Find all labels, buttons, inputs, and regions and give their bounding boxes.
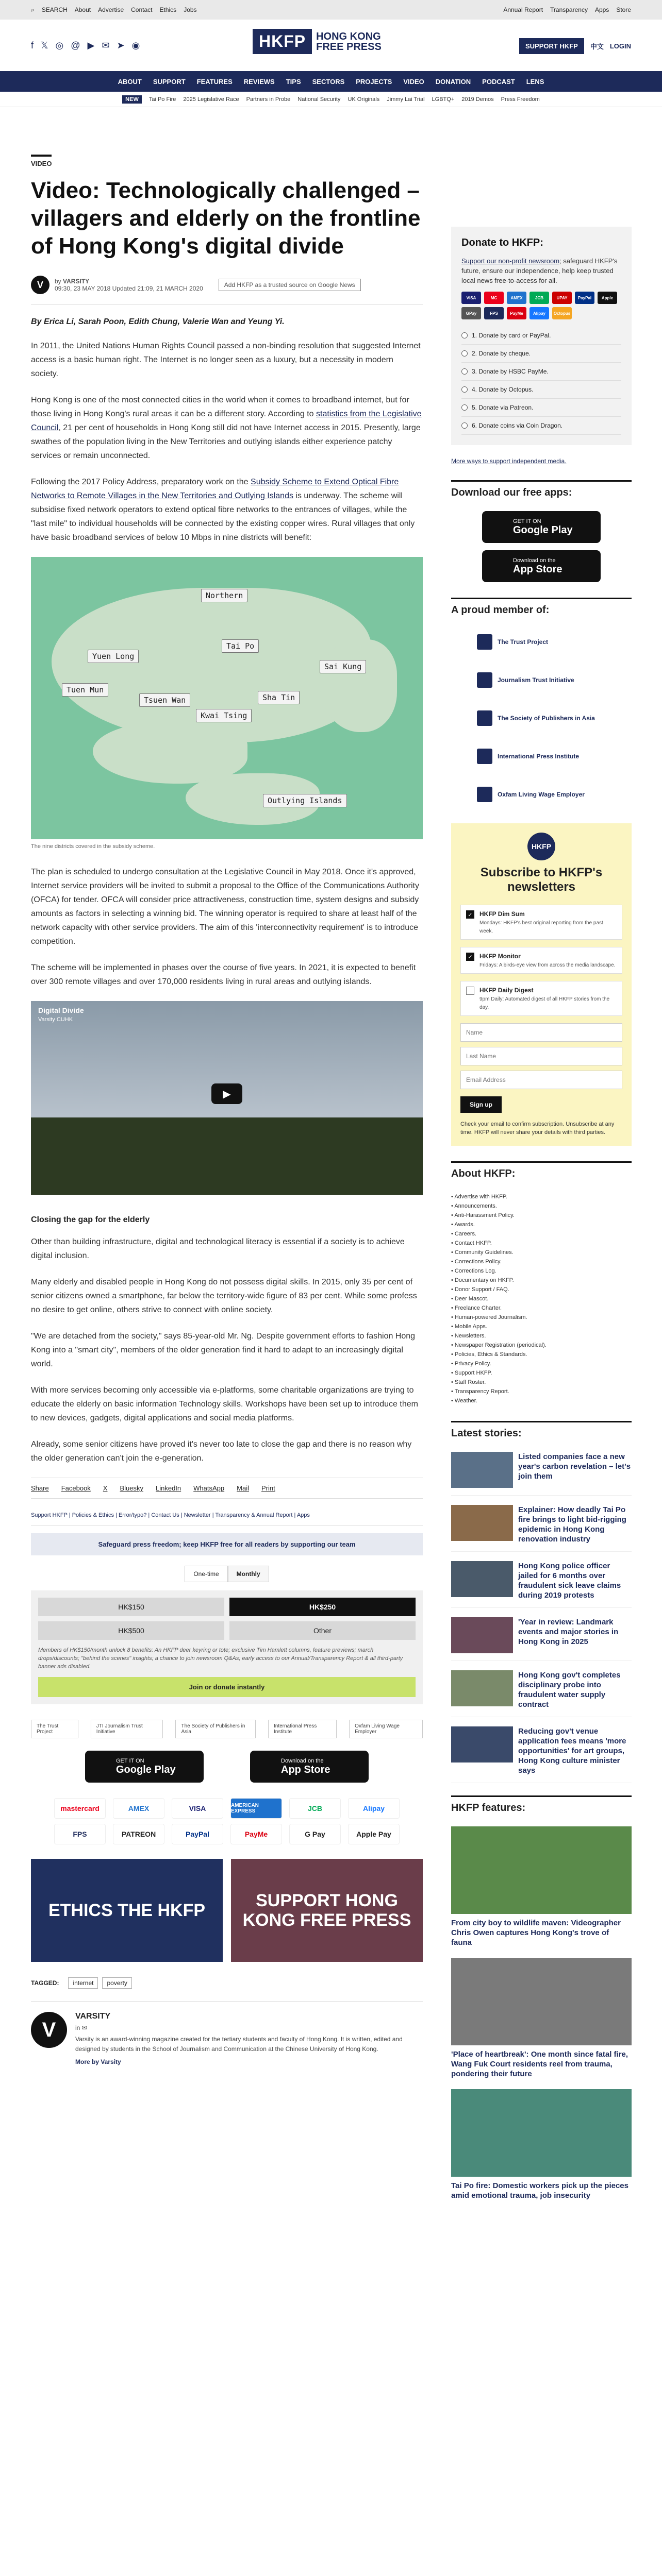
trending-item[interactable]: 2025 Legislative Race <box>183 96 239 103</box>
donate-option[interactable]: 3. Donate by HSBC PayMe. <box>461 363 621 381</box>
amount-option[interactable]: HK$500 <box>38 1621 224 1640</box>
support-hkfp-button[interactable]: SUPPORT HKFP <box>519 38 584 54</box>
share-button[interactable]: Share <box>31 1484 49 1492</box>
donation-note: Members of HK$150/month unlock 8 benefits: An HKFP deer keyring or tote; exclusive Tim Hamlett columns, feature previews; march drops/discounts; "behind the scenes" insights; a chance to join newsroom Q&As; early access to our Annual/Transparency Report & all third-party banner ads disabled. <box>38 1647 403 1670</box>
story-thumbnail <box>451 1617 513 1653</box>
map-label: Sha Tin <box>258 691 300 704</box>
trending-item[interactable]: 2019 Demos <box>461 96 494 103</box>
author-box <box>31 2001 423 2067</box>
story-item[interactable]: 'Year in review: Landmark events and major stories in Hong Kong in 2025 <box>451 1617 632 1661</box>
play-icon[interactable]: ▶ <box>211 1083 242 1104</box>
newsletter-option[interactable]: HKFP Daily Digest 9pm Daily: Automated digest of all HKFP stories from the day. <box>460 981 622 1016</box>
donate-heading: Donate to HKFP: <box>461 237 543 248</box>
author-name[interactable]: VARSITY <box>75 2012 111 2021</box>
share-facebook[interactable]: Facebook <box>61 1484 91 1492</box>
about-link[interactable]: • Mobile Apps. <box>451 1322 632 1331</box>
member-logo[interactable]: The Society of Publishers in Asia <box>175 1720 256 1738</box>
share-x[interactable]: X <box>103 1484 108 1492</box>
share-bluesky[interactable]: Bluesky <box>120 1484 143 1492</box>
login-link[interactable]: LOGIN <box>609 42 631 50</box>
apps-heading: Download our free apps: <box>451 480 632 504</box>
share-print[interactable]: Print <box>261 1484 275 1492</box>
language-switch[interactable]: 中文 <box>590 43 604 50</box>
author-avatar[interactable]: V <box>31 2012 67 2048</box>
amount-option[interactable]: HK$250 <box>229 1598 416 1616</box>
subsidy-scheme-link[interactable]: Subsidy Scheme to Extend Optical Fibre Networks to Remote Villages in the New Territories and Outlying Islands <box>31 478 399 500</box>
article-authors: By Erica Li, Sarah Poon, Edith Chung, Valerie Wan and Yeung Yi. <box>31 317 285 326</box>
topbar-link-contact[interactable]: Contact <box>131 6 153 13</box>
about-link[interactable]: • Advertise with HKFP. <box>451 1192 632 1201</box>
about-link[interactable]: • Staff Roster. <box>451 1378 632 1387</box>
amount-option[interactable]: HK$150 <box>38 1598 224 1616</box>
legco-statistics-link[interactable]: statistics from the Legislative Council <box>31 410 422 432</box>
about-link[interactable]: • Donor Support / FAQ. <box>451 1285 632 1294</box>
topbar-link-annual-report[interactable]: Annual Report <box>503 6 543 13</box>
story-item[interactable]: Reducing gov't venue application fees means 'more opportunities' for art groups, Hong Kong culture minister says <box>451 1726 632 1783</box>
share-linkedin[interactable]: LinkedIn <box>156 1484 181 1492</box>
story-item[interactable]: Hong Kong gov't completes disciplinary probe into fraudulent water supply contract <box>451 1670 632 1717</box>
google-pay-icon: GPay <box>461 307 481 319</box>
author-avatar[interactable]: V <box>31 276 49 294</box>
donate-option[interactable]: 6. Donate coins via Coin Dragon. <box>461 417 621 435</box>
author-bio: Varsity is an award-winning magazine created for the tertiary students and faculty of Hong Kong. It is written, edited and designed by students in the School of Journalism and Communication at the Chinese University of Hong Kong. <box>75 2036 403 2053</box>
newsletter-option[interactable]: ✓ HKFP Dim Sum Mondays: HKFP's best original reporting from the past week. <box>460 905 622 940</box>
story-thumbnail <box>451 1670 513 1706</box>
fps-icon: FPS <box>484 307 504 319</box>
topbar-link-advertise[interactable]: Advertise <box>98 6 124 13</box>
paragraph: The plan is scheduled to undergo consultation at the Legislative Council in May 2018. Once it's approved, Internet service providers will be invited to submit a proposal to the Office of the Communications Authority (OFCA) for tender. OFCA will consider price attractiveness, construction time, system designs and subsidy amounts as factors in selecting a winning bid. The winning operator is required to share at least half of the network capacity with other service providers. The aim of this 'interconnectivity requirement' is to introduce competition. <box>31 868 419 946</box>
trending-item[interactable]: National Security <box>297 96 341 103</box>
tag[interactable]: internet <box>68 1977 98 1989</box>
signup-button[interactable]: Sign up <box>460 1096 502 1113</box>
payment-card-icons <box>461 292 621 319</box>
alipay-icon: Alipay <box>348 1798 400 1819</box>
telegram-icon[interactable]: ➤ <box>117 40 125 50</box>
map-label: Kwai Tsing <box>196 709 252 722</box>
nav-projects[interactable]: PROJECTS <box>356 77 392 86</box>
about-link[interactable]: • Weather. <box>451 1396 632 1405</box>
sidebar <box>451 227 632 2211</box>
share-mail[interactable]: Mail <box>237 1484 249 1492</box>
map-label: Sai Kung <box>320 660 366 673</box>
email-field[interactable] <box>460 1071 622 1089</box>
threads-icon[interactable]: @ <box>71 40 80 50</box>
feature-item[interactable]: 'Place of heartbreak': One month since fatal fire, Wang Fuk Court residents reel from trauma, pondering their future <box>451 1958 632 2079</box>
byline: V by VARSITY 09:30, 23 MAY 2018 Updated 21:09, 21 MARCH 2020 Add HKFP as a trusted source on Google News <box>31 276 423 305</box>
topbar-link-store[interactable]: Store <box>616 6 631 13</box>
apple-pay-icon: Apple <box>598 292 617 304</box>
map-label: Tsuen Wan <box>139 693 190 707</box>
mastercard-icon: MC <box>484 292 504 304</box>
alipay-icon: Alipay <box>529 307 549 319</box>
about-link[interactable]: • Newspaper Registration (periodical). <box>451 1341 632 1350</box>
map-label: Yuen Long <box>88 650 139 663</box>
one-time-option[interactable]: One-time <box>185 1566 227 1582</box>
paypal-icon: PayPal <box>575 292 594 304</box>
sidebar-app-buttons <box>451 511 632 582</box>
safeguard-banner[interactable]: Safeguard press freedom; keep HKFP free for all readers by supporting our team <box>31 1533 423 1555</box>
topbar-link-jobs[interactable]: Jobs <box>184 6 197 13</box>
districts-map <box>31 557 423 839</box>
donation-frequency-toggle <box>31 1566 423 1582</box>
story-thumbnail <box>451 1452 513 1488</box>
about-link[interactable]: • Announcements. <box>451 1201 632 1211</box>
newsletter-heading: Subscribe to HKFP's newsletters <box>480 866 603 894</box>
instagram-icon[interactable]: ◎ <box>55 40 64 50</box>
amex-icon: AMEX <box>507 292 526 304</box>
support-link[interactable]: Support our non-profit newsroom <box>461 257 560 265</box>
donation-box <box>31 1590 423 1704</box>
monthly-option[interactable]: Monthly <box>228 1566 269 1582</box>
story-item[interactable]: Listed companies face a new year's carbon revelation – let's join them <box>451 1452 632 1496</box>
trending-item[interactable]: Press Freedom <box>501 96 540 103</box>
about-link[interactable]: • Community Guidelines. <box>451 1248 632 1257</box>
paragraph: The scheme will be implemented in phases over the course of five years. In 2021, it is expected to benefit over 300 remote villages and over 170,000 residents living in rural areas and outlying islands. <box>31 963 416 986</box>
section-subheading: Closing the gap for the elderly <box>31 1215 150 1224</box>
nav-tips[interactable]: TIPS <box>286 77 301 86</box>
article <box>31 155 423 2067</box>
video-player[interactable]: Digital Divide Varsity CUHK ▶ <box>31 1001 423 1195</box>
nav-donation[interactable]: DONATION <box>435 77 471 86</box>
story-thumbnail <box>451 1726 513 1762</box>
nav-lens[interactable]: LENS <box>526 77 544 86</box>
member-logo[interactable]: International Press Institute <box>451 743 632 770</box>
features-heading: HKFP features: <box>451 1795 632 1819</box>
member-heading: A proud member of: <box>451 598 632 621</box>
article-footer-links[interactable]: Support HKFP | Policies & Ethics | Error/typo? | Contact Us | Newsletter | Transparency & Annual Report | Apps <box>31 1509 423 1526</box>
donate-button[interactable]: Join or donate instantly <box>38 1677 416 1697</box>
about-link[interactable]: • Newsletters. <box>451 1331 632 1341</box>
map-label: Outlying Islands <box>263 794 347 807</box>
feature-stories <box>451 1826 632 2200</box>
topbar-link-about[interactable]: About <box>74 6 91 13</box>
mastercard-icon: mastercard <box>54 1798 106 1819</box>
feature-item[interactable]: From city boy to wildlife maven: Videographer Chris Owen captures Hong Kong's trove of fauna <box>451 1826 632 1947</box>
checkbox-checked-icon: ✓ <box>466 910 474 919</box>
feature-thumbnail <box>451 2089 632 2177</box>
member-logo[interactable]: The Trust Project <box>451 629 632 655</box>
about-link[interactable]: • Corrections Policy. <box>451 1257 632 1266</box>
paragraph: With more services becoming only accessible via e-platforms, some charitable organizations are trying to educate the elderly on basic information Technology skills. Workshops have been set up to introduce them to new devices, gadgets, digital applications and social media platforms. <box>31 1386 418 1422</box>
paragraph: Following the 2017 Policy Address, preparatory work on the Subsidy Scheme to Extend Optical Fibre Networks to Remote Villages in the New Territories and Outlying Islands is underway. The scheme will subsidise fixed network operators to extend optical fibre networks to the entrances of villages, while the "last mile" to individual households will be connected by the existing copper wires. Rural villages that only have basic broadband services of below 10 Mbps in nine districts will benefit: <box>31 478 415 542</box>
app-store-buttons <box>31 1751 423 1783</box>
newsletter-footnote: Check your email to confirm subscription. Unsubscribe at any time. HKFP will never share your details with third parties. <box>460 1121 615 1136</box>
feature-thumbnail <box>451 1826 632 1914</box>
about-link[interactable]: • Deer Mascot. <box>451 1294 632 1303</box>
trending-item[interactable]: Tai Po Fire <box>148 96 176 103</box>
member-logo[interactable]: The Society of Publishers in Asia <box>451 705 632 732</box>
map-label: Tai Po <box>222 639 259 653</box>
about-link[interactable]: • Human-powered Journalism. <box>451 1313 632 1322</box>
about-link[interactable]: • Careers. <box>451 1229 632 1239</box>
paragraph: Already, some senior citizens have proved it's never too late to close the gap and there is no reason why the older generation can't join the e-generation. <box>31 1440 412 1463</box>
about-link[interactable]: • Anti-Harassment Policy. <box>451 1211 632 1220</box>
latest-stories <box>451 1452 632 1783</box>
trending-bar <box>0 92 662 107</box>
first-name-field[interactable] <box>460 1023 622 1042</box>
author-social-icons[interactable]: in ✉ <box>75 2024 87 2031</box>
nav-sectors[interactable]: SECTORS <box>312 77 345 86</box>
payme-icon: PayMe <box>507 307 526 319</box>
visa-icon: VISA <box>172 1798 223 1819</box>
search-link[interactable]: SEARCH <box>41 6 68 13</box>
more-by-link[interactable]: More by Varsity <box>75 2058 121 2065</box>
nav-reviews[interactable]: REVIEWS <box>243 77 275 86</box>
trending-item[interactable]: Jimmy Lai Trial <box>387 96 425 103</box>
nav-podcast[interactable]: PODCAST <box>482 77 515 86</box>
share-whatsapp[interactable]: WhatsApp <box>193 1484 225 1492</box>
donate-options <box>461 327 621 435</box>
hkfp-logo: HKFP <box>527 833 555 860</box>
donate-option[interactable]: 4. Donate by Octopus. <box>461 381 621 399</box>
paragraph: Hong Kong is one of the most connected cities in the world when it comes to broadband internet, but for those living in Hong Kong's rural areas it can be a different story. According to statistics from the Legislative Council, 21 per cent of households in Hong Kong still did not have Internet access in 2015. Presently, large swathes of the population living in the New Territories and outlying islands either experience patchy services or remain unconnected. <box>31 396 422 460</box>
paypal-icon: PayPal <box>172 1824 223 1844</box>
map-caption: The nine districts covered in the subsidy scheme. <box>31 843 155 850</box>
mail-icon[interactable]: ✉ <box>102 40 110 50</box>
article-title: Video: Technologically challenged – villagers and elderly on the frontline of Hong Kong's digital divide <box>31 178 421 259</box>
american-express-icon: AMERICAN EXPRESS <box>230 1798 282 1819</box>
checkbox-checked-icon: ✓ <box>466 953 474 961</box>
trending-item[interactable]: UK Originals <box>347 96 380 103</box>
publish-dates: 09:30, 23 MAY 2018 Updated 21:09, 21 MARCH 2020 <box>55 285 203 292</box>
author-name[interactable]: VARSITY <box>63 278 90 285</box>
donate-option[interactable]: 5. Donate via Patreon. <box>461 399 621 417</box>
member-logo[interactable]: Journalism Trust Initiative <box>451 667 632 693</box>
latest-heading: Latest stories: <box>451 1421 632 1445</box>
about-link[interactable]: • Contact HKFP. <box>451 1239 632 1248</box>
octopus-icon: Octopus <box>552 307 572 319</box>
map-label: Northern <box>201 589 247 602</box>
nav-support[interactable]: SUPPORT <box>153 77 186 86</box>
jcb-icon: JCB <box>289 1798 341 1819</box>
top-utility-bar <box>0 0 662 20</box>
paragraph: Many elderly and disabled people in Hong Kong do not possess digital skills. In 2015, only 35 per cent of senior citizens owned a smartphone, far below the territory-wide figure of 83 per cent. While some profess no desire to get online, others strive to connect with online society. <box>31 1278 417 1314</box>
member-logo[interactable]: Oxfam Living Wage Employer <box>451 781 632 808</box>
about-link[interactable]: • Awards. <box>451 1220 632 1229</box>
nav-features[interactable]: FEATURES <box>196 77 233 86</box>
x-icon[interactable]: 𝕏 <box>41 40 48 50</box>
main-nav <box>0 71 662 92</box>
about-link[interactable]: • Transparency Report. <box>451 1387 632 1396</box>
feature-thumbnail <box>451 1958 632 2045</box>
topbar-link-ethics[interactable]: Ethics <box>159 6 177 13</box>
feature-item[interactable]: Tai Po fire: Domestic workers pick up the pieces amid emotional trauma, job insecurity <box>451 2089 632 2200</box>
about-link[interactable]: • Privacy Policy. <box>451 1359 632 1368</box>
newsletter-widget <box>451 823 632 1146</box>
category-label[interactable]: VIDEO <box>31 155 52 167</box>
rss-icon[interactable]: ◉ <box>131 40 140 50</box>
paragraph: In 2011, the United Nations Human Rights Council passed a non-binding resolution that suggested Internet access is a basic human right. The Internet is no longer seen as a luxury, but a necessity in modern society. <box>31 342 421 378</box>
video-title: Digital Divide <box>38 1006 84 1014</box>
paragraph: Other than building infrastructure, digital and technological literacy is essential if a society is to achieve digital inclusion. <box>31 1238 405 1260</box>
facebook-icon[interactable]: f <box>31 40 34 50</box>
member-logo[interactable]: Oxfam Living Wage Employer <box>349 1720 423 1738</box>
ethics-banner[interactable]: ETHICS THE HKFP <box>31 1859 223 1962</box>
promo-banners <box>31 1859 423 1962</box>
apple-pay-icon: Apple Pay <box>348 1824 400 1844</box>
about-link[interactable]: • Support HKFP. <box>451 1368 632 1378</box>
donate-widget: Donate to HKFP: Support our non-profit newsroom; safeguard HKFP's future, ensure our independence, help keep trusted local news free-to-access for all. VISA MC AMEX JCB UPAY PayPal Apple GPay FPS PayMe Alipay Octopus 1. Donate by card or PayPal. 2. Donate by cheque. 3. Donate by HSBC PayMe. 4. Donate by Octopus. 5. Donate via Patreon. 6. Donate coins via Coin Dragon. <box>451 227 632 445</box>
google-play-button[interactable]: GET IT ON Google Play <box>482 511 601 543</box>
unionpay-icon: UPAY <box>552 292 572 304</box>
about-heading: About HKFP: <box>451 1161 632 1185</box>
trending-item[interactable]: Partners in Probe <box>246 96 291 103</box>
search-icon[interactable]: ⌕ <box>31 6 35 13</box>
member-logo[interactable]: International Press Institute <box>268 1720 337 1738</box>
member-logo[interactable]: JTI Journalism Trust Initiative <box>91 1720 163 1738</box>
google-play-button[interactable]: GET IT ON Google Play <box>85 1751 204 1783</box>
nav-video[interactable]: VIDEO <box>403 77 424 86</box>
patreon-icon: PATREON <box>113 1824 164 1844</box>
visa-icon: VISA <box>461 292 481 304</box>
payme-icon: PayMe <box>230 1824 282 1844</box>
newsletter-option[interactable]: ✓ HKFP Monitor Fridays: A birds-eye view from across the media landscape. <box>460 947 622 974</box>
app-store-button[interactable]: Download on the App Store <box>250 1751 369 1783</box>
jcb-icon: JCB <box>529 292 549 304</box>
map-label: Tuen Mun <box>62 683 108 697</box>
about-link[interactable]: • Freelance Charter. <box>451 1303 632 1313</box>
paragraph: "We are detached from the society," says 85-year-old Mr. Ng. Despite government efforts to fashion Hong Kong into a "smart city", members of the older generation find it hard to adapt to an increasingly digital world. <box>31 1332 416 1368</box>
google-pay-icon: G Pay <box>289 1824 341 1844</box>
about-link[interactable]: • Corrections Log. <box>451 1266 632 1276</box>
donate-option[interactable]: 1. Donate by card or PayPal. <box>461 327 621 345</box>
story-thumbnail <box>451 1561 513 1597</box>
google-news-button[interactable]: Add HKFP as a trusted source on Google News <box>219 279 361 291</box>
checkbox-unchecked-icon <box>466 987 474 995</box>
amex-icon: AMEX <box>113 1798 164 1819</box>
donate-option[interactable]: 2. Donate by cheque. <box>461 345 621 363</box>
payment-methods <box>31 1798 423 1844</box>
tags-row: TAGGED: internet poverty <box>31 1977 423 1989</box>
site-header <box>0 20 662 71</box>
fps-icon: FPS <box>54 1824 106 1844</box>
tag[interactable]: poverty <box>102 1977 131 1989</box>
topbar-link-transparency[interactable]: Transparency <box>550 6 588 13</box>
more-ways-link[interactable]: More ways to support independent media. <box>451 457 567 465</box>
new-badge: NEW <box>122 95 142 104</box>
about-link[interactable]: • Documentary on HKFP. <box>451 1276 632 1285</box>
site-logo[interactable]: HKFP HONG KONG FREE PRESS <box>253 29 382 54</box>
sidebar-member-logos <box>451 629 632 808</box>
member-logo[interactable]: The Trust Project <box>31 1720 78 1738</box>
youtube-icon[interactable]: ▶ <box>87 40 95 50</box>
share-bar <box>31 1478 423 1499</box>
about-links <box>451 1192 632 1405</box>
member-logos <box>31 1720 423 1738</box>
trending-item[interactable]: LGBTQ+ <box>432 96 455 103</box>
nav-about[interactable]: ABOUT <box>118 77 142 86</box>
topbar-link-apps[interactable]: Apps <box>594 6 609 13</box>
app-store-button[interactable]: Download on the App Store <box>482 550 601 582</box>
support-banner[interactable]: SUPPORT HONG KONG FREE PRESS <box>231 1859 423 1962</box>
story-item[interactable]: Hong Kong police officer jailed for 6 months over fraudulent sick leave claims during 2019 protests <box>451 1561 632 1608</box>
story-item[interactable]: Explainer: How deadly Tai Po fire brings to light bid-rigging epidemic in Hong Kong renovation industry <box>451 1505 632 1552</box>
last-name-field[interactable] <box>460 1047 622 1065</box>
story-thumbnail <box>451 1505 513 1541</box>
social-icons <box>31 40 140 51</box>
amount-option[interactable]: Other <box>229 1621 416 1640</box>
about-link[interactable]: • Policies, Ethics & Standards. <box>451 1350 632 1359</box>
